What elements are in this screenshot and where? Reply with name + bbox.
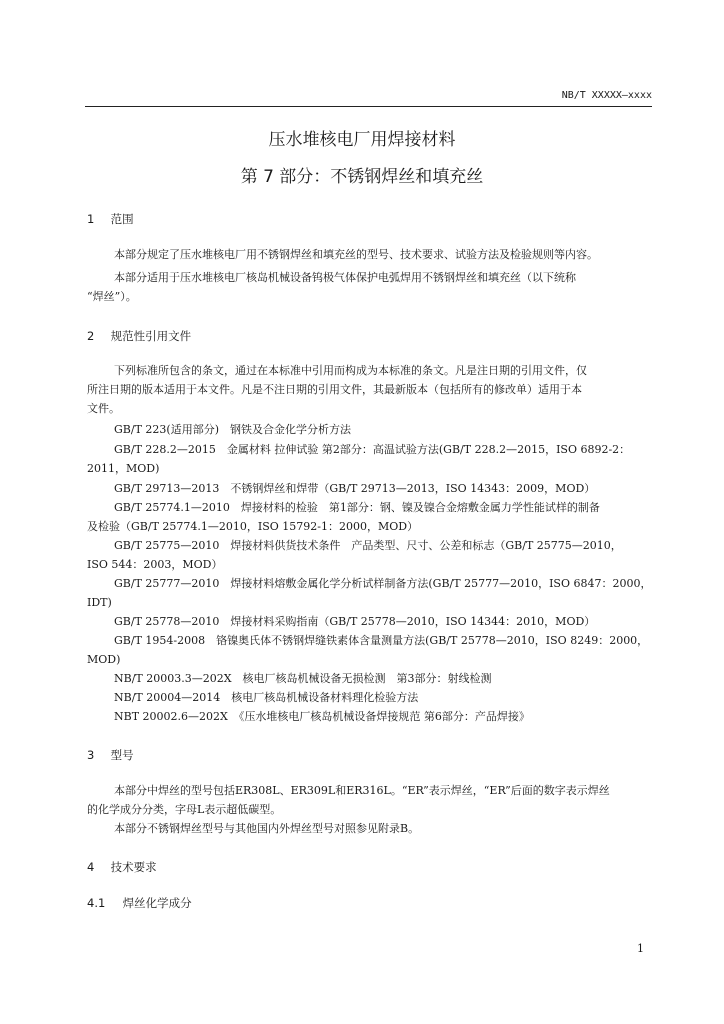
paragraph: 本部分不锈钢焊丝型号与其他国内外焊丝型号对照参见附录B。 — [114, 822, 420, 835]
section-number: 3 — [87, 748, 95, 762]
reference-continuation: ISO 544：2003，MOD） — [87, 558, 223, 571]
document-code: NB/T XXXXX—xxxx — [561, 90, 652, 101]
reference-item: GB/T 25778—2010 焊接材料采购指南（GB/T 25778—2010，ISO 14344：2010，MOD） — [114, 615, 596, 628]
section-title: 型号 — [110, 748, 134, 762]
document-subtitle: 第 7 部分：不锈钢焊丝和填充丝 — [240, 167, 484, 187]
paragraph: 下列标准所包含的条文，通过在本标准中引用而构成为本标准的条文。凡是注日期的引用文件，仅 — [114, 364, 587, 377]
reference-continuation: MOD) — [87, 653, 121, 666]
section-title: 规范性引用文件 — [110, 329, 192, 343]
reference-item: NB/T 20003.3—202X 核电厂核岛机械设备无损检测 第3部分：射线检测 — [114, 672, 492, 685]
paragraph: 本部分中焊丝的型号包括ER308L、ER309L和ER316L。“ER”表示焊丝，“ER”后面的数字表示焊丝 — [114, 784, 610, 797]
header-rule — [85, 106, 652, 107]
reference-item: NBT 20002.6—202X 《压水堆核电厂核岛机械设备焊接规范 第6部分：产品焊接》 — [114, 710, 530, 723]
reference-item: GB/T 25774.1—2010 焊接材料的检验 第1部分：钢、镍及镍合金熔敷金属力学性能试样的制备 — [114, 501, 600, 514]
section-title: 范围 — [110, 212, 134, 226]
paragraph-continuation: 文件。 — [87, 402, 120, 415]
reference-item: NB/T 20004—2014 核电厂核岛机械设备材料理化检验方法 — [114, 691, 419, 704]
section-heading-1 — [87, 211, 134, 227]
reference-item: GB/T 29713—2013 不锈钢焊丝和焊带（GB/T 29713—2013，ISO 14343：2009，MOD） — [114, 482, 596, 495]
page-number: 1 — [637, 942, 644, 955]
section-number: 1 — [87, 212, 95, 226]
section-heading-4 — [87, 859, 157, 875]
section-title: 技术要求 — [110, 860, 157, 874]
reference-item: GB/T 25775—2010 焊接材料供货技术条件 产品类型、尺寸、公差和标志（GB/T 25775—2010， — [114, 539, 622, 552]
paragraph-continuation: 的化学成分分类，字母L表示超低碳型。 — [87, 803, 282, 816]
paragraph-continuation: 所注日期的版本适用于本文件。凡是不注日期的引用文件，其最新版本（包括所有的修改单）适用于本 — [87, 383, 582, 396]
reference-continuation: 及检验（GB/T 25774.1—2010，ISO 15792-1：2000，MOD） — [87, 520, 419, 533]
section-heading-2 — [87, 328, 191, 344]
subsection-heading-4-1 — [87, 895, 192, 911]
paragraph-continuation: “焊丝”）。 — [87, 290, 137, 303]
reference-continuation: IDT) — [87, 596, 112, 609]
section-number: 2 — [87, 329, 95, 343]
section-number: 4 — [87, 860, 95, 874]
document-title: 压水堆核电厂用焊接材料 — [268, 130, 456, 150]
reference-item: GB/T 1954-2008 铬镍奥氏体不锈钢焊缝铁素体含量测量方法(GB/T 25778—2010，ISO 8249：2000， — [114, 634, 649, 647]
section-number: 4.1 — [87, 896, 106, 910]
paragraph: 本部分规定了压水堆核电厂用不锈钢焊丝和填充丝的型号、技术要求、试验方法及检验规则等内容。 — [114, 248, 598, 261]
paragraph: 本部分适用于压水堆核电厂核岛机械设备钨极气体保护电弧焊用不锈钢焊丝和填充丝（以下统称 — [114, 271, 576, 284]
reference-item: GB/T 223(适用部分) 钢铁及合金化学分析方法 — [114, 423, 351, 436]
section-title: 焊丝化学成分 — [122, 896, 192, 910]
section-heading-3 — [87, 747, 134, 763]
reference-item: GB/T 25777—2010 焊接材料熔敷金属化学分析试样制备方法(GB/T 25777—2010，ISO 6847：2000， — [114, 577, 652, 590]
reference-item: GB/T 228.2—2015 金属材料 拉伸试验 第2部分：高温试验方法(GB/T 228.2—2015，ISO 6892-2： — [114, 443, 631, 456]
reference-continuation: 2011，MOD) — [87, 462, 160, 475]
